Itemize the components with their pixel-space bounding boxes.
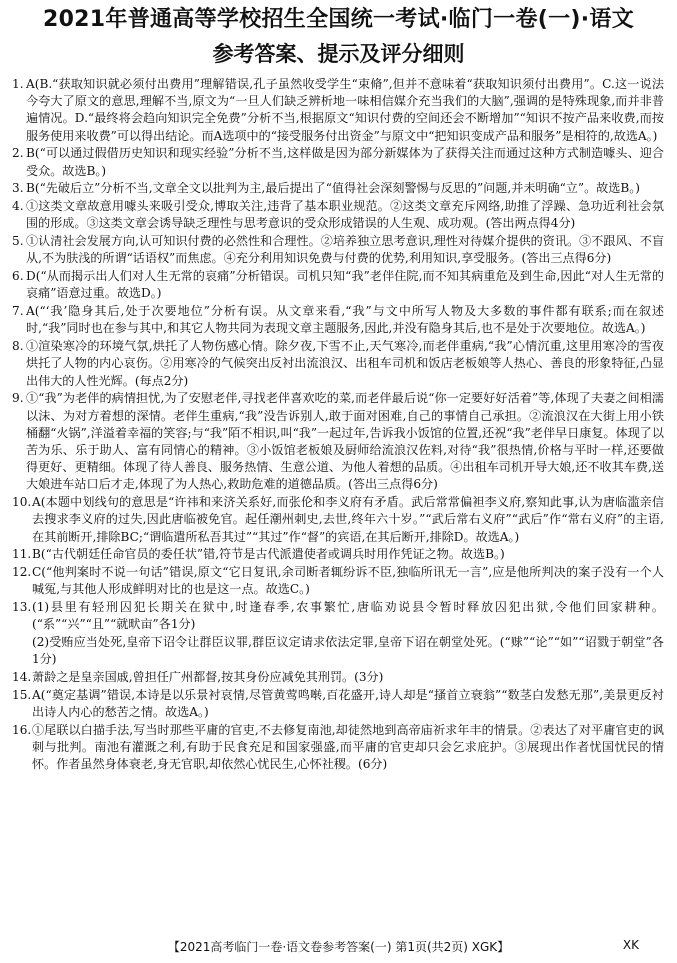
- footer-code: XK: [622, 938, 639, 952]
- answer-number: 1.: [12, 77, 24, 91]
- answer-item: [12, 599, 664, 633]
- answer-item: [12, 303, 664, 337]
- answer-text: (2)受贿应当处死,皇帝下诏令让群臣议罪,群臣议定请求依法定罪,皇帝下诏在朝堂处死。(“赇”“论”“如”“诏戮于朝堂”各1分): [32, 635, 664, 667]
- answer-number: 8.: [12, 339, 24, 354]
- answer-number: 11.: [12, 547, 32, 562]
- answer-text: ①尾联以白描手法,写当时那些平庸的官吏,不去修复南池,却徒然地到高帝庙祈求年丰的情景。②表达了对平庸官吏的讽刺与批判。南池有灌溉之利,有助于民食充足和国家强盛,而平庸的官吏却只会乞求庇护。③展现出作者忧国忧民的情怀。作者虽然身体衰老,身无官职,却依然心忧民生,心怀社稷。(6分): [32, 723, 664, 772]
- answer-text: 萧龄之是皇亲国戚,曾担任广州都督,按其身份应减免其刑罚。(3分): [32, 670, 384, 685]
- answer-number: 5.: [12, 234, 24, 249]
- answer-text: D(“从而揭示出人们对人生无常的哀痛”分析错误。司机只知“我”老伴住院,而不知其病重危及到生命,因此“对人生无常的哀痛”语意过重。故选D。): [26, 269, 664, 301]
- answer-text: C(“他判案时不说一句话”错误,原文“它日复讯,余司断者辄纷诉不臣,独临所讯无一言”,应是他所判决的案子没有一个人喊冤,与其他人形成鲜明对比的也是这一点。故选C。): [32, 565, 664, 597]
- answer-text: ①认清社会发展方向,认可知识付费的必然性和合理性。②培养独立思考意识,理性对待媒介提供的资讯。③不跟风、不盲从,不为肤浅的所谓“话语权”而焦虑。④充分利用知识免费与付费的优势,利用知识,享受服务。(答出三点得6分): [26, 234, 664, 266]
- answer-number: 6.: [12, 269, 24, 284]
- answer-item: [12, 268, 664, 302]
- page-title: 2021年普通高等学校招生全国统一考试·临门一卷(一)·语文: [42, 7, 635, 32]
- answer-item: [12, 233, 664, 267]
- answer-item: [12, 390, 664, 493]
- answer-item: [12, 145, 664, 179]
- answer-item: [12, 494, 664, 546]
- answer-number: 7.: [12, 304, 24, 319]
- answer-item: [12, 180, 664, 197]
- answer-item: [12, 634, 664, 668]
- answer-text: A(本题中划线句的意思是“许祎和来济关系好,而张伦和李义府有矛盾。武后常常偏袒李义府,察知此事,认为唐临滥亲信去搜求李义府的过失,因此唐临被免官。起任潮州刺史,去世,终年六十岁。”“武后常右义府”“武后”作“常右义府”的主语,在其前断开,排除BC;“谓临遣所私吾其过”“其过”作“督”的宾语,在其后断开,排除D。故选A。): [32, 495, 664, 544]
- answer-number: 14.: [12, 670, 32, 685]
- answer-text: ①渲染寒冷的环境气氛,烘托了人物伤感心情。除夕夜,下雪不止,天气寒冷,而老伴重病,“我”心情沉重,这里用寒冷的雪夜烘托了人物的内心哀伤。②用寒冷的气候突出反衬出流浪汉、出租车司机和饭店老板娘等人热心、善良的形象特征,凸显出伟大的人性光辉。(每点2分): [26, 339, 664, 388]
- footer-page-info: 【2021高考临门一卷·语文卷参考答案(一) 第1页(共2页) XGK】: [167, 940, 510, 954]
- answer-text: B(“古代朝廷任命官员的委任状”错,符节是古代派遣使者或调兵时用作凭证之物。故选B。): [32, 547, 505, 562]
- answer-text: (1)县里有轻刑囚犯长期关在狱中,时逢春季,农事繁忙,唐临劝说县令暂时释放囚犯出狱,令他们回家耕种。(“系”“兴”“且”“就畎亩”各1分): [32, 600, 664, 632]
- answer-number: 12.: [12, 565, 32, 580]
- answer-text: A(B.“获取知识就必须付出费用”理解错误,孔子虽然收受学生“束脩”,但并不意味着“获取知识须付出费用”。C.这一说法今夸大了原文的意思,理解不当,原文为“一旦人们缺乏辨析地一味相信媒介充当我们的大脑”,强调的是特殊现象,而并非普遍情况。D.“最终将会趋向知识完全免费”分析不当,根据原文“知识付费的空间还会不断增加”“知识不按产品来收费,而按服务使用来收费”可以得出结论。而A选项中的“接受服务付出资金”与原文中“把知识变成产品和服务”是相符的,故选A。): [26, 77, 664, 143]
- answer-number: 16.: [12, 723, 32, 738]
- answer-item: [12, 564, 664, 598]
- answer-item: [12, 338, 664, 390]
- answer-number: [12, 634, 32, 668]
- answer-number: 2.: [12, 146, 24, 161]
- answer-text: B(“先破后立”分析不当,文章全文以批判为主,最后提出了“值得社会深刻警惕与反思的”问题,并未明确“立”。故选B。): [26, 181, 641, 196]
- answer-number: 9.: [12, 391, 24, 406]
- answer-item: [12, 76, 664, 145]
- answer-number: 10.: [12, 495, 32, 510]
- answer-number: 15.: [12, 688, 32, 703]
- answer-item: [12, 669, 664, 686]
- answer-number: 4.: [12, 199, 24, 214]
- answer-item: [12, 546, 664, 563]
- answer-text: B(“可以通过假借历史知识和现实经验”分析不当,这样做是因为部分新媒体为了获得关注而通过这种方式制造噱头、迎合受众。故选B。): [26, 146, 664, 178]
- answer-number: 3.: [12, 181, 24, 196]
- answer-text: A(“奠定基调”错误,本诗是以乐景衬哀情,尽管黄莺鸣啭,百花盛开,诗人却是“搔首立衰翁”“数茎白发愁无那”,美景更反衬出诗人内心的愁苦之情。故选A。): [32, 688, 664, 720]
- answer-number: 13.: [12, 600, 32, 615]
- answer-item: [12, 687, 664, 721]
- page-subtitle: 参考答案、提示及评分细则: [212, 42, 465, 66]
- answer-text: ①这类文章故意用噱头来吸引受众,博取关注,违背了基本职业规范。②这类文章充斥网络,助推了浮躁、急功近利社会氛围的形成。③这类文章会诱导缺乏理性与思考意识的受众形成错误的人生观、成功观。(答出两点得4分): [26, 199, 664, 231]
- answer-text: A(“‘我’隐身其后,处于次要地位”分析有误。从文章来看,“我”与文中所写人物及大多数的事件都有联系;而在叙述时,“我”同时也在参与其中,和其它人物共同为表现文章主题服务,因此,并没有隐身其后,也不是处于次要地位。故选A。): [26, 304, 664, 336]
- answer-text: ①“我”为老伴的病情担忧,为了安慰老伴,寻找老伴喜欢吃的菜,而老伴最后说“你一定要好好活着”等,体现了夫妻之间相濡以沫、为对方着想的深情。老伴生重病,“我”没告诉别人,敢于面对困难,自己的事情自己承担。②流浪汉在大街上用小铁桶翻“火锅”,洋溢着幸福的笑容;与“我”陌不相识,叫“我”一起过年,告诉我小饭馆的位置,还祝“我”老伴早日康复。体现了以苦为乐、乐于助人、富有同情心的精神。③小饭馆老板娘及厨师给流浪汉佐料,对待“我”很热情,价格与平时一样,还要做得更好、更精细。体现了待人善良、服务热情、生意公道、为他人着想的品质。④出租车司机开导大娘,还不收其车费,送大娘进车站口后才走,体现了为人热心,救助危难的道德品质。(答出三点得6分): [26, 391, 664, 492]
- answer-list: [12, 76, 664, 774]
- answer-item: [12, 722, 664, 774]
- answer-item: [12, 198, 664, 232]
- page-footer: [0, 938, 677, 956]
